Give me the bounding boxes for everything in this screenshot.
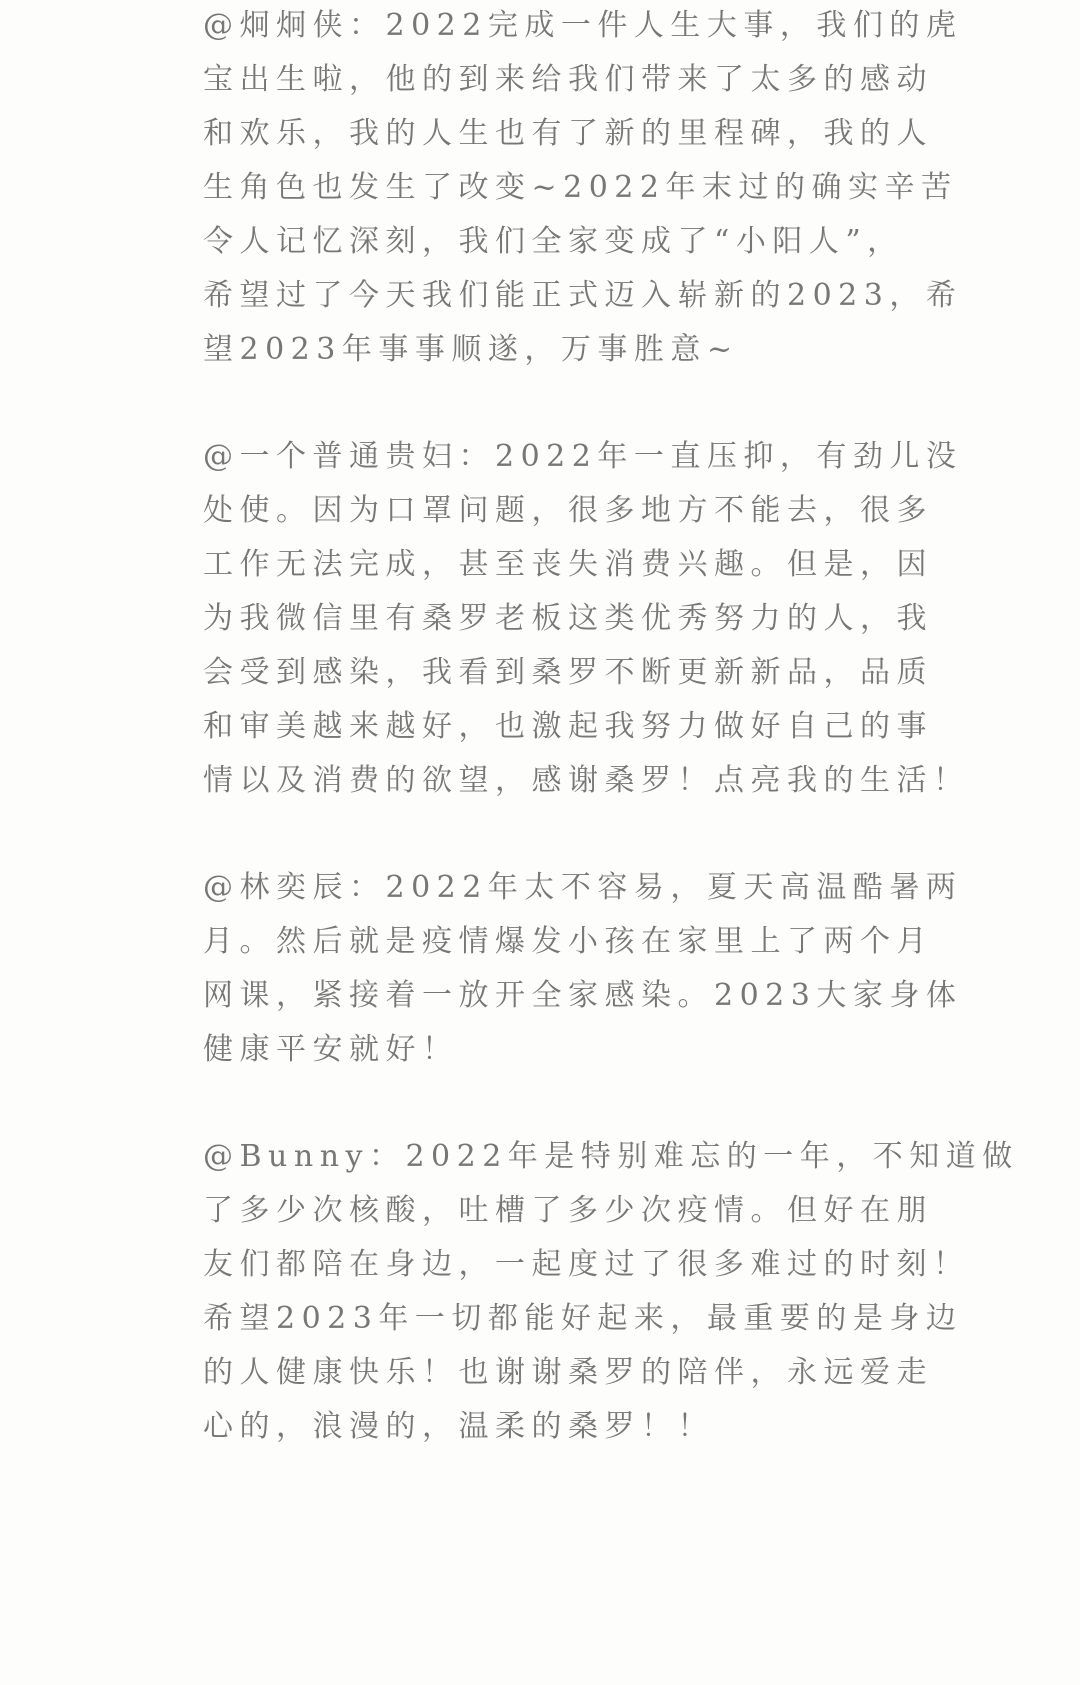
comment-yige-putong-guifu [203,430,970,808]
comment-line: 友们都陪在身边，一起度过了很多难过的时刻！ [203,1247,970,1282]
comment-line: @Bunny：2022年是特别难忘的一年，不知道做 [203,1139,1019,1174]
comment-line: 希望过了今天我们能正式迈入崭新的2023，希 [203,278,963,313]
comment-line: 心的，浪漫的，温柔的桑罗！！ [203,1409,714,1444]
comment-line: 令人记忆深刻，我们全家变成了“小阳人”， [203,224,904,259]
comment-line: 月。然后就是疫情爆发小孩在家里上了两个月 [203,924,933,959]
comment-line: 希望2023年一切都能好起来，最重要的是身边 [203,1301,963,1336]
comment-line: 处使。因为口罩问题，很多地方不能去，很多 [203,493,933,528]
comment-bunny [203,1130,1019,1454]
comment-lin-yichen [203,861,962,1077]
comment-line: 工作无法完成，甚至丧失消费兴趣。但是，因 [203,547,933,582]
comment-line: 会受到感染，我看到桑罗不断更新新品，品质 [203,655,933,690]
comment-line: 生角色也发生了改变~2022年末过的确实辛苦 [203,170,958,205]
comment-line: 了多少次核酸，吐槽了多少次疫情。但好在朋 [203,1193,933,1228]
comment-line: 网课，紧接着一放开全家感染。2023大家身体 [203,978,963,1013]
comment-line: 健康平安就好！ [203,1032,459,1067]
comment-line: 的人健康快乐！也谢谢桑罗的陪伴，永远爱走 [203,1355,933,1390]
comment-line: @炯炯侠：2022完成一件人生大事，我们的虎 [203,8,963,43]
comment-line: 情以及消费的欲望，感谢桑罗！点亮我的生活！ [203,763,970,798]
comment-line: 为我微信里有桑罗老板这类优秀努力的人，我 [203,601,933,636]
comment-line: 宝出生啦，他的到来给我们带来了太多的感动 [203,62,933,97]
comment-line: 和欢乐，我的人生也有了新的里程碑，我的人 [203,116,933,151]
comment-line: 望2023年事事顺遂，万事胜意~ [203,332,739,367]
comment-jiongjiongxia [203,0,962,377]
comment-line: @林奕辰：2022年太不容易，夏天高温酷暑两 [203,870,963,905]
comment-line: @一个普通贵妇：2022年一直压抑，有劲儿没 [203,439,963,474]
comment-line: 和审美越来越好，也激起我努力做好自己的事 [203,709,933,744]
